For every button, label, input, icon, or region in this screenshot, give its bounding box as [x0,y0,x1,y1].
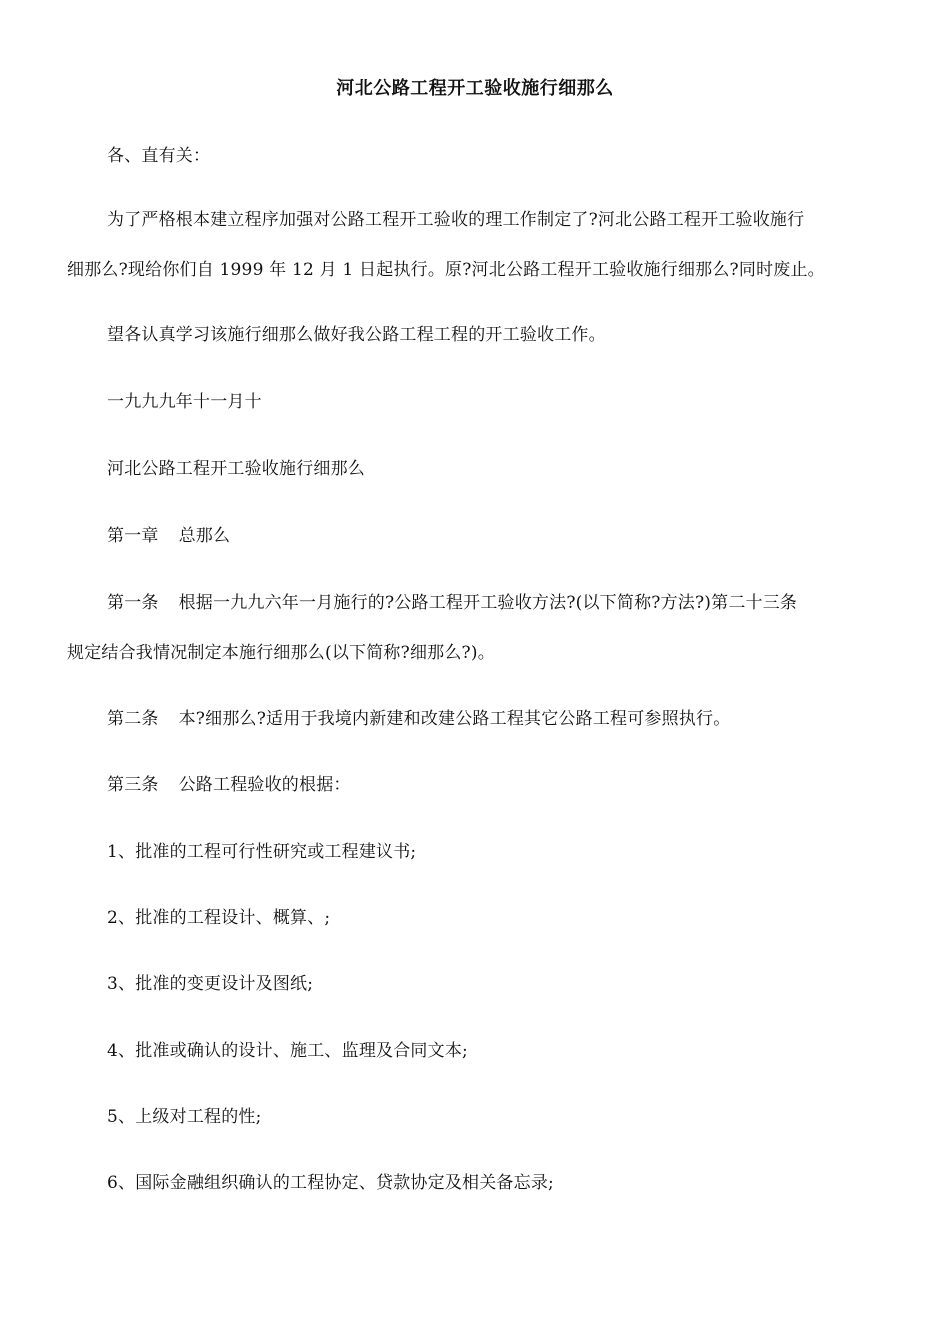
closing-paragraph: 望各认真学习该施行细那么做好我公路工程工程的开工验收工作。 [107,325,606,345]
article-1-label: 第一条 [107,593,159,613]
chapter-heading [107,523,230,549]
article-3 [107,772,351,798]
rules-title: 河北公路工程开工验收施行细那么 [107,459,365,479]
list-item: 3、批准的变更设计及图纸; [107,974,314,994]
notice-paragraph-line-2: 细那么?现给你们自 1999 年 12 月 1 日起执行。原?河北公路工程开工验收施行细那么?同时废止。 [67,260,825,280]
list-item: 5、上级对工程的性; [107,1107,262,1127]
issue-date: 一九九九年十一月十 [107,392,262,412]
article-1-line-2: 规定结合我情况制定本施行细那么(以下简称?细那么?)。 [67,643,495,663]
list-item: 1、批准的工程可行性研究或工程建议书; [107,842,417,862]
document-title: 河北公路工程开工验收施行细那么 [336,78,614,99]
article-3-text: 公路工程验收的根据： [178,775,351,795]
chapter-label: 第一章 [107,526,159,546]
article-1-text: 根据一九九六年一月施行的?公路工程开工验收方法?(以下简称?方法?)第二十三条 [178,593,798,613]
article-2 [107,706,730,732]
chapter-text: 总那么 [178,526,231,546]
article-2-label: 第二条 [107,709,159,729]
list-item: 2、批准的工程设计、概算、; [107,908,331,928]
list-item: 6、国际金融组织确认的工程协定、贷款协定及相关备忘录; [107,1173,554,1193]
article-3-label: 第三条 [107,775,159,795]
article-1-line-1 [107,590,797,616]
list-item: 4、批准或确认的设计、施工、监理及合同文本; [107,1041,468,1061]
notice-paragraph-line-1: 为了严格根本建立程序加强对公路工程开工验收的理工作制定了?河北公路工程开工验收施行 [107,210,805,230]
article-2-text: 本?细那么?适用于我境内新建和改建公路工程其它公路工程可参照执行。 [178,709,731,729]
salutation: 各、直有关： [107,146,211,166]
